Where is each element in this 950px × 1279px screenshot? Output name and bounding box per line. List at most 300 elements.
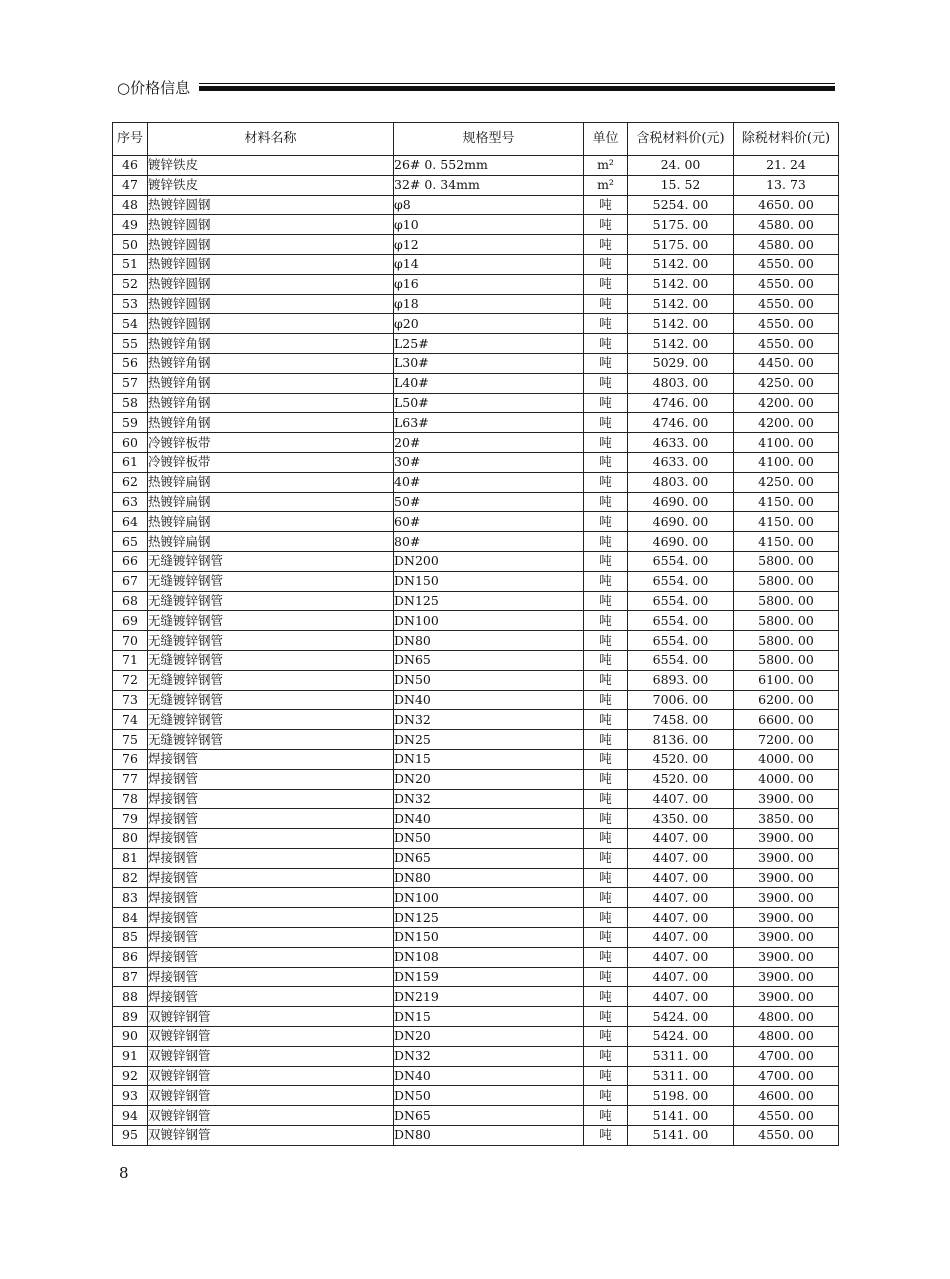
table-row [113,254,839,274]
spec-model: DN40 [394,690,584,710]
row-number: 63 [113,492,148,512]
spec-model: L63# [394,413,584,433]
tax-included-price: 5142. 00 [628,274,734,294]
tax-excluded-price: 4250. 00 [734,472,839,492]
table-row [113,492,839,512]
table-row [113,967,839,987]
material-name: 热镀锌圆钢 [148,215,394,235]
material-name: 冷镀锌板带 [148,452,394,472]
tax-included-price: 5142. 00 [628,334,734,354]
material-name: 热镀锌角钢 [148,353,394,373]
material-name: 双镀锌钢管 [148,1126,394,1146]
row-number: 59 [113,413,148,433]
unit: m² [584,156,628,176]
material-name: 热镀锌圆钢 [148,274,394,294]
row-number: 72 [113,670,148,690]
tax-excluded-price: 3900. 00 [734,848,839,868]
material-name: 无缝镀锌钢管 [148,710,394,730]
spec-model: DN65 [394,848,584,868]
row-number: 55 [113,334,148,354]
spec-model: φ20 [394,314,584,334]
tax-excluded-price: 4450. 00 [734,353,839,373]
header-rule [199,83,835,91]
unit: 吨 [584,215,628,235]
table-row [113,1066,839,1086]
table-row [113,749,839,769]
row-number: 77 [113,769,148,789]
spec-model: 50# [394,492,584,512]
material-name: 热镀锌角钢 [148,393,394,413]
table-header-row [113,123,839,156]
tax-included-price: 24. 00 [628,156,734,176]
table-row [113,353,839,373]
row-number: 57 [113,373,148,393]
row-number: 74 [113,710,148,730]
col-header-spec: 规格型号 [394,123,584,156]
tax-included-price: 5254. 00 [628,195,734,215]
spec-model: 30# [394,452,584,472]
table-row [113,1086,839,1106]
table-row [113,532,839,552]
table-row [113,631,839,651]
spec-model: DN20 [394,769,584,789]
row-number: 51 [113,254,148,274]
tax-excluded-price: 4580. 00 [734,235,839,255]
unit: 吨 [584,749,628,769]
table-row [113,611,839,631]
material-name: 镀锌铁皮 [148,156,394,176]
table-row [113,650,839,670]
material-name: 无缝镀锌钢管 [148,591,394,611]
table-row [113,156,839,176]
unit: 吨 [584,254,628,274]
unit: 吨 [584,373,628,393]
tax-included-price: 7006. 00 [628,690,734,710]
unit: 吨 [584,294,628,314]
tax-excluded-price: 3900. 00 [734,868,839,888]
tax-included-price: 5175. 00 [628,215,734,235]
tax-included-price: 15. 52 [628,175,734,195]
row-number: 61 [113,452,148,472]
row-number: 64 [113,512,148,532]
material-name: 无缝镀锌钢管 [148,730,394,750]
spec-model: 26# 0. 552mm [394,156,584,176]
tax-excluded-price: 4200. 00 [734,413,839,433]
table-row [113,789,839,809]
tax-included-price: 5311. 00 [628,1066,734,1086]
table-row [113,235,839,255]
unit: 吨 [584,393,628,413]
material-name: 双镀锌钢管 [148,1066,394,1086]
tax-excluded-price: 4550. 00 [734,274,839,294]
row-number: 76 [113,749,148,769]
table-row [113,413,839,433]
tax-included-price: 4520. 00 [628,749,734,769]
table-row [113,472,839,492]
tax-included-price: 5175. 00 [628,235,734,255]
tax-included-price: 5142. 00 [628,254,734,274]
spec-model: DN80 [394,1126,584,1146]
tax-included-price: 4407. 00 [628,908,734,928]
table-row [113,710,839,730]
col-header-no: 序号 [113,123,148,156]
unit: 吨 [584,967,628,987]
spec-model: L40# [394,373,584,393]
unit: 吨 [584,235,628,255]
spec-model: 32# 0. 34mm [394,175,584,195]
row-number: 84 [113,908,148,928]
row-number: 93 [113,1086,148,1106]
spec-model: L25# [394,334,584,354]
tax-excluded-price: 4800. 00 [734,1027,839,1047]
unit: 吨 [584,452,628,472]
col-header-notax-price: 除税材料价(元) [734,123,839,156]
tax-excluded-price: 4150. 00 [734,532,839,552]
material-name: 焊接钢管 [148,769,394,789]
material-name: 冷镀锌板带 [148,433,394,453]
tax-excluded-price: 4000. 00 [734,769,839,789]
tax-excluded-price: 4800. 00 [734,1007,839,1027]
row-number: 80 [113,829,148,849]
row-number: 95 [113,1126,148,1146]
spec-model: DN80 [394,868,584,888]
spec-model: DN150 [394,928,584,948]
unit: 吨 [584,512,628,532]
material-name: 无缝镀锌钢管 [148,551,394,571]
spec-model: DN32 [394,710,584,730]
spec-model: φ8 [394,195,584,215]
tax-included-price: 4803. 00 [628,373,734,393]
tax-excluded-price: 3900. 00 [734,987,839,1007]
row-number: 65 [113,532,148,552]
row-number: 82 [113,868,148,888]
col-header-name: 材料名称 [148,123,394,156]
table-row [113,1046,839,1066]
tax-included-price: 6554. 00 [628,571,734,591]
tax-included-price: 4746. 00 [628,413,734,433]
material-name: 无缝镀锌钢管 [148,670,394,690]
unit: 吨 [584,789,628,809]
table-row [113,274,839,294]
table-row [113,512,839,532]
unit: 吨 [584,334,628,354]
table-row [113,1027,839,1047]
row-number: 71 [113,650,148,670]
section-title: ○价格信息 [117,79,191,97]
material-name: 焊接钢管 [148,908,394,928]
tax-included-price: 4350. 00 [628,809,734,829]
unit: 吨 [584,710,628,730]
tax-included-price: 4746. 00 [628,393,734,413]
tax-included-price: 4407. 00 [628,888,734,908]
tax-excluded-price: 3900. 00 [734,829,839,849]
material-name: 双镀锌钢管 [148,1007,394,1027]
spec-model: L30# [394,353,584,373]
spec-model: DN125 [394,908,584,928]
tax-excluded-price: 3900. 00 [734,967,839,987]
row-number: 91 [113,1046,148,1066]
table-row [113,294,839,314]
table-row [113,670,839,690]
table-body [113,156,839,1146]
material-name: 无缝镀锌钢管 [148,650,394,670]
table-row [113,769,839,789]
unit: 吨 [584,730,628,750]
tax-excluded-price: 4600. 00 [734,1086,839,1106]
tax-excluded-price: 5800. 00 [734,650,839,670]
unit: m² [584,175,628,195]
spec-model: DN25 [394,730,584,750]
material-name: 热镀锌扁钢 [148,532,394,552]
material-name: 焊接钢管 [148,829,394,849]
material-name: 双镀锌钢管 [148,1027,394,1047]
tax-excluded-price: 6100. 00 [734,670,839,690]
row-number: 90 [113,1027,148,1047]
col-header-tax-price: 含税材料价(元) [628,123,734,156]
unit: 吨 [584,908,628,928]
material-name: 焊接钢管 [148,848,394,868]
unit: 吨 [584,1046,628,1066]
row-number: 86 [113,947,148,967]
spec-model: DN108 [394,947,584,967]
tax-excluded-price: 4550. 00 [734,294,839,314]
tax-excluded-price: 5800. 00 [734,631,839,651]
tax-included-price: 6554. 00 [628,551,734,571]
table-row [113,829,839,849]
row-number: 58 [113,393,148,413]
table-row [113,809,839,829]
row-number: 52 [113,274,148,294]
header-rule-thin [199,83,835,84]
table-row [113,433,839,453]
tax-included-price: 4407. 00 [628,789,734,809]
unit: 吨 [584,947,628,967]
row-number: 49 [113,215,148,235]
row-number: 48 [113,195,148,215]
material-name: 热镀锌圆钢 [148,294,394,314]
unit: 吨 [584,650,628,670]
tax-excluded-price: 13. 73 [734,175,839,195]
table-row [113,591,839,611]
unit: 吨 [584,353,628,373]
material-name: 双镀锌钢管 [148,1046,394,1066]
table-row [113,987,839,1007]
unit: 吨 [584,1066,628,1086]
row-number: 50 [113,235,148,255]
tax-excluded-price: 21. 24 [734,156,839,176]
row-number: 78 [113,789,148,809]
row-number: 83 [113,888,148,908]
page-number: 8 [119,1164,129,1182]
spec-model: DN100 [394,888,584,908]
unit: 吨 [584,532,628,552]
table-row [113,730,839,750]
spec-model: DN40 [394,809,584,829]
unit: 吨 [584,571,628,591]
unit: 吨 [584,1126,628,1146]
tax-excluded-price: 5800. 00 [734,551,839,571]
tax-included-price: 5142. 00 [628,314,734,334]
row-number: 92 [113,1066,148,1086]
tax-excluded-price: 4550. 00 [734,1106,839,1126]
row-number: 56 [113,353,148,373]
row-number: 66 [113,551,148,571]
spec-model: DN50 [394,829,584,849]
tax-excluded-price: 4580. 00 [734,215,839,235]
row-number: 73 [113,690,148,710]
tax-included-price: 4407. 00 [628,928,734,948]
spec-model: DN219 [394,987,584,1007]
row-number: 81 [113,848,148,868]
tax-included-price: 4633. 00 [628,452,734,472]
row-number: 62 [113,472,148,492]
table-row [113,947,839,967]
material-name: 热镀锌扁钢 [148,492,394,512]
tax-included-price: 5142. 00 [628,294,734,314]
tax-included-price: 4633. 00 [628,433,734,453]
table-row [113,314,839,334]
spec-model: 20# [394,433,584,453]
spec-model: L50# [394,393,584,413]
spec-model: DN15 [394,749,584,769]
table-row [113,175,839,195]
table-row [113,215,839,235]
table-row [113,571,839,591]
unit: 吨 [584,611,628,631]
unit: 吨 [584,1106,628,1126]
tax-excluded-price: 4550. 00 [734,334,839,354]
table-row [113,908,839,928]
col-header-unit: 单位 [584,123,628,156]
tax-excluded-price: 6200. 00 [734,690,839,710]
material-name: 焊接钢管 [148,809,394,829]
row-number: 88 [113,987,148,1007]
table-row [113,1106,839,1126]
tax-included-price: 6554. 00 [628,591,734,611]
spec-model: DN50 [394,1086,584,1106]
spec-model: φ12 [394,235,584,255]
tax-included-price: 6893. 00 [628,670,734,690]
unit: 吨 [584,591,628,611]
unit: 吨 [584,690,628,710]
unit: 吨 [584,829,628,849]
tax-excluded-price: 3900. 00 [734,947,839,967]
spec-model: DN65 [394,1106,584,1126]
material-name: 焊接钢管 [148,749,394,769]
tax-included-price: 6554. 00 [628,611,734,631]
material-name: 无缝镀锌钢管 [148,690,394,710]
row-number: 94 [113,1106,148,1126]
unit: 吨 [584,987,628,1007]
tax-excluded-price: 4550. 00 [734,254,839,274]
row-number: 85 [113,928,148,948]
row-number: 75 [113,730,148,750]
tax-included-price: 4407. 00 [628,947,734,967]
tax-excluded-price: 4650. 00 [734,195,839,215]
tax-excluded-price: 4550. 00 [734,314,839,334]
row-number: 89 [113,1007,148,1027]
unit: 吨 [584,195,628,215]
row-number: 79 [113,809,148,829]
tax-included-price: 4407. 00 [628,987,734,1007]
unit: 吨 [584,1086,628,1106]
tax-included-price: 4690. 00 [628,512,734,532]
table-row [113,393,839,413]
row-number: 60 [113,433,148,453]
unit: 吨 [584,492,628,512]
unit: 吨 [584,928,628,948]
material-name: 无缝镀锌钢管 [148,611,394,631]
price-table [112,122,839,1146]
tax-excluded-price: 4700. 00 [734,1046,839,1066]
tax-excluded-price: 4000. 00 [734,749,839,769]
tax-excluded-price: 4100. 00 [734,433,839,453]
tax-excluded-price: 7200. 00 [734,730,839,750]
tax-included-price: 6554. 00 [628,650,734,670]
tax-included-price: 5424. 00 [628,1027,734,1047]
unit: 吨 [584,1007,628,1027]
tax-excluded-price: 6600. 00 [734,710,839,730]
tax-excluded-price: 5800. 00 [734,571,839,591]
tax-excluded-price: 3900. 00 [734,928,839,948]
table-row [113,452,839,472]
row-number: 87 [113,967,148,987]
material-name: 热镀锌扁钢 [148,512,394,532]
header-rule-thick [199,86,835,91]
tax-excluded-price: 3900. 00 [734,888,839,908]
material-name: 无缝镀锌钢管 [148,631,394,651]
tax-included-price: 5029. 00 [628,353,734,373]
tax-excluded-price: 3900. 00 [734,789,839,809]
row-number: 54 [113,314,148,334]
unit: 吨 [584,888,628,908]
table-row [113,1007,839,1027]
tax-excluded-price: 3850. 00 [734,809,839,829]
tax-included-price: 4407. 00 [628,967,734,987]
material-name: 双镀锌钢管 [148,1106,394,1126]
material-name: 热镀锌角钢 [148,413,394,433]
material-name: 焊接钢管 [148,967,394,987]
material-name: 热镀锌扁钢 [148,472,394,492]
tax-included-price: 4407. 00 [628,848,734,868]
unit: 吨 [584,472,628,492]
row-number: 67 [113,571,148,591]
tax-included-price: 4690. 00 [628,532,734,552]
row-number: 46 [113,156,148,176]
material-name: 焊接钢管 [148,928,394,948]
material-name: 热镀锌角钢 [148,373,394,393]
tax-excluded-price: 3900. 00 [734,908,839,928]
spec-model: 40# [394,472,584,492]
material-name: 热镀锌圆钢 [148,195,394,215]
unit: 吨 [584,433,628,453]
unit: 吨 [584,868,628,888]
material-name: 热镀锌圆钢 [148,254,394,274]
table-row [113,690,839,710]
table-row [113,928,839,948]
unit: 吨 [584,1027,628,1047]
spec-model: φ16 [394,274,584,294]
unit: 吨 [584,314,628,334]
table-row [113,373,839,393]
tax-excluded-price: 4100. 00 [734,452,839,472]
table-row [113,334,839,354]
table-row [113,888,839,908]
tax-included-price: 8136. 00 [628,730,734,750]
spec-model: DN125 [394,591,584,611]
spec-model: φ18 [394,294,584,314]
unit: 吨 [584,413,628,433]
